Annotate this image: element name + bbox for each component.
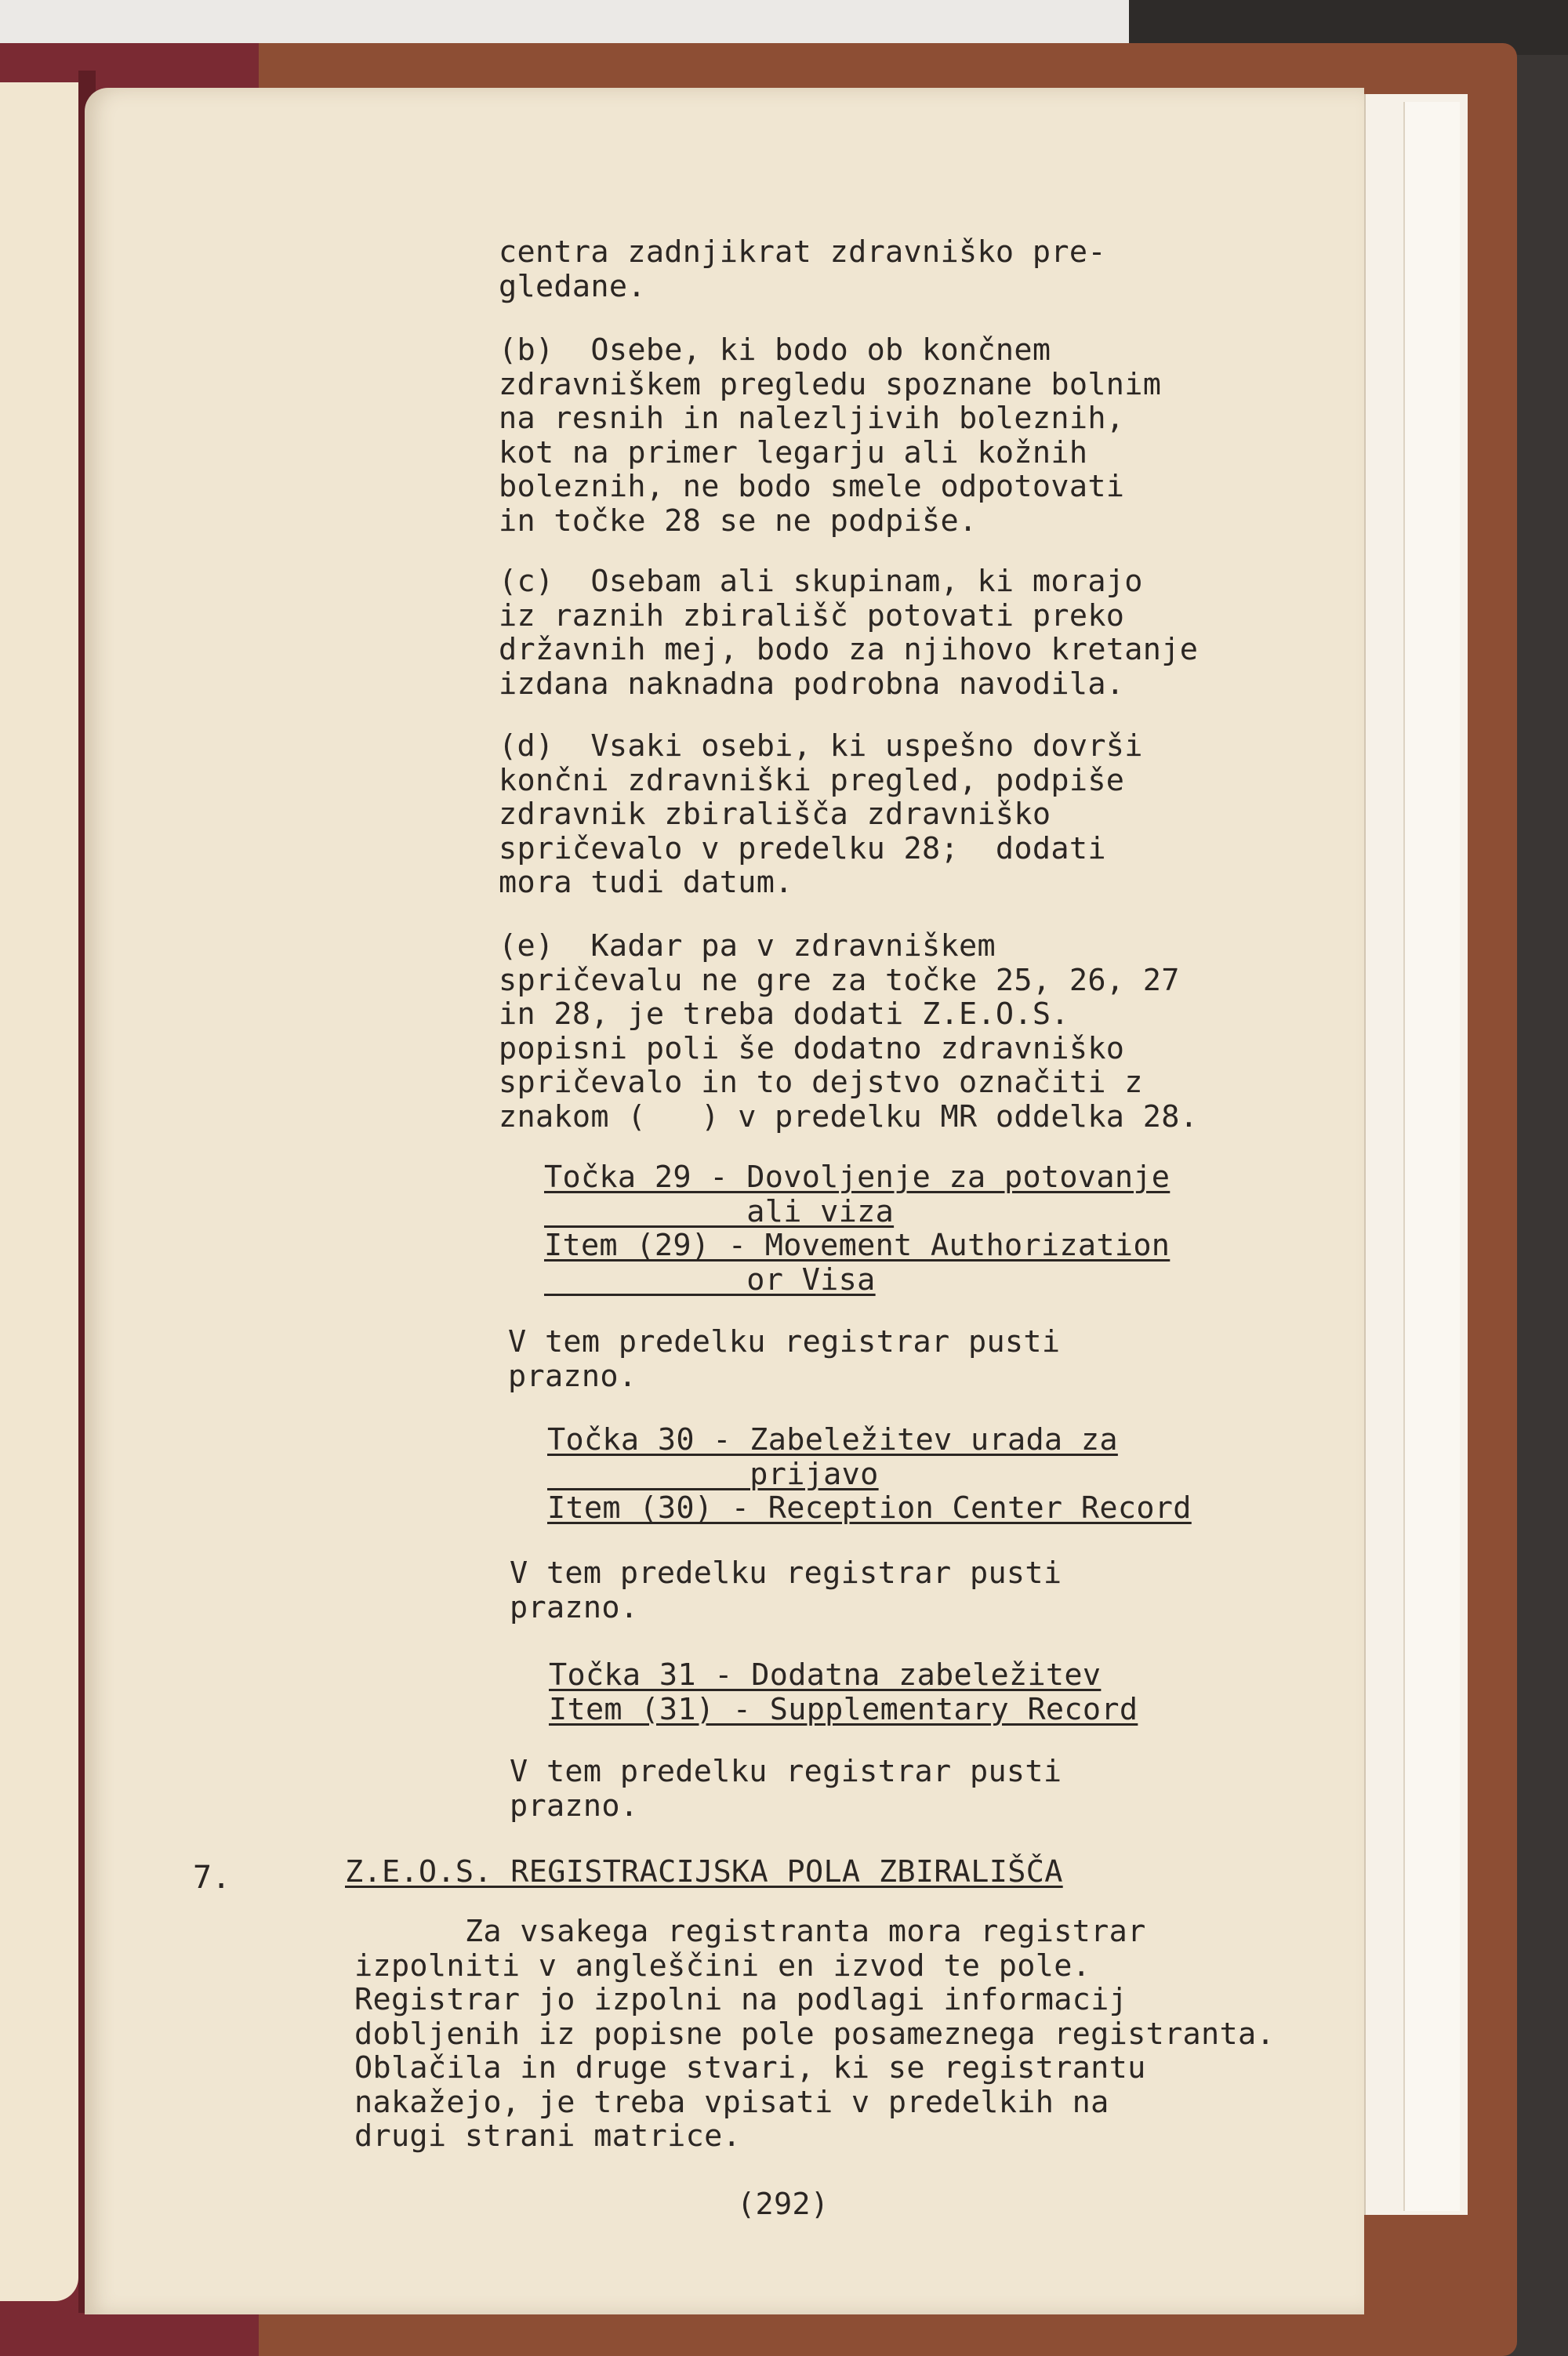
paragraph-c: (c) Osebam ali skupinam, ki morajo iz raznih zbirališč potovati preko državnih mej, bodo za njihovo kretanje izdana naknadna podrobna navodila. [499, 564, 1199, 702]
background-desk [0, 0, 1137, 47]
page-stack-edge-inner [1403, 102, 1460, 2211]
item-30-text: V tem predelku registrar pusti prazno. [510, 1556, 1062, 1625]
section-title: Z.E.O.S. REGISTRACIJSKA POLA ZBIRALIŠČA [345, 1854, 1063, 1890]
item-31-text: V tem predelku registrar pusti prazno. [510, 1754, 1062, 1824]
page-number: (292) [737, 2187, 829, 2222]
item-31-heading: Točka 31 - Dodatna zabeležitev Item (31) - Supplementary Record [549, 1657, 1138, 1727]
paragraph-b: (b) Osebe, ki bodo ob končnem zdravniškem pregledu spoznane bolnim na resnih in nalezljivih boleznih, kot na primer legarju ali kožnih boleznih, ne bodo smele odpotovati in točke 28 se ne podpiše. [499, 332, 1162, 539]
item-29-text: V tem predelku registrar pusti prazno. [508, 1324, 1061, 1394]
left-page-edge [0, 82, 78, 2301]
section-body: Za vsakega registranta mora registrar izpolniti v angleščini en izvod te pole. Registrar jo izpolni na podlagi informacij dobljenih iz popisne pole posameznega registranta. Oblačila in druge stvari, ki se registrantu nakažejo, je treba vpisati v predelkih na drugi strani matrice. [354, 1914, 1275, 2154]
item-30-heading: Točka 30 - Zabeležitev urada za prijavo Item (30) - Reception Center Record [547, 1422, 1192, 1526]
item-29-heading: Točka 29 - Dovoljenje za potovanje ali viza Item (29) - Movement Authorization or Visa [544, 1160, 1171, 1298]
intro-paragraph: centra zadnjikrat zdravniško pre- gledane. [499, 234, 1106, 304]
paragraph-d: (d) Vsaki osebi, ki uspešno dovrši končni zdravniški pregled, podpiše zdravnik zbirališča zdravniško spričevalo v predelku 28; dodati mora tudi datum. [499, 728, 1143, 900]
paragraph-e: (e) Kadar pa v zdravniškem spričevalu ne gre za točke 25, 26, 27 in 28, je treba dodati Z.E.O.S. popisni poli še dodatno zdravniško spričevalo in to dejstvo označiti z znakom ( ) v predelku MR oddelka 28. [499, 928, 1199, 1134]
section-number: 7. [193, 1860, 231, 1896]
